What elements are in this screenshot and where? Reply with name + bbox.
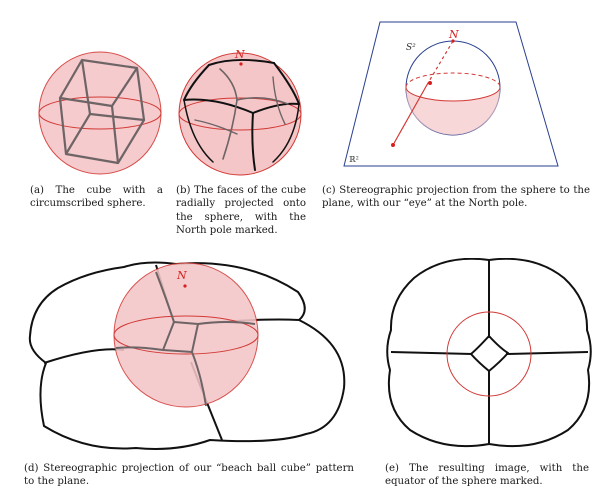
figure-a-cube-in-sphere	[30, 48, 170, 178]
caption-b: (b) The faces of the cube radially projected onto the sphere, with the North pole marked.	[176, 185, 306, 237]
plane-point	[391, 143, 395, 147]
sphere-label: S²	[406, 43, 416, 53]
sphere-lower-fill	[406, 87, 500, 135]
plane-label: ℝ²	[349, 155, 359, 164]
caption-c: (c) Stereographic projection from the sphere to the plane, with our “eye” at the North pole.	[322, 185, 590, 210]
sphere	[179, 53, 301, 175]
figure-c-stereographic-setup	[340, 20, 570, 170]
figure-e-resulting-image	[384, 258, 594, 450]
caption-a: (a) The cube with a circumscribed sphere.	[30, 185, 163, 210]
figure-b-projected-faces	[175, 44, 305, 180]
sphere-point	[428, 81, 432, 85]
north-pole-point	[239, 62, 242, 65]
equator-back	[406, 73, 500, 87]
planar-pattern	[387, 259, 591, 446]
caption-e: (e) The resulting image, with the equator of the sphere marked.	[385, 463, 589, 488]
north-pole-label: N	[449, 28, 459, 41]
north-pole-label: N	[177, 269, 187, 282]
projection-plane	[344, 22, 558, 166]
north-pole-label: N	[235, 48, 245, 61]
sphere	[114, 263, 258, 407]
north-pole-point	[183, 284, 186, 287]
caption-d: (d) Stereographic projection of our “beach ball cube” pattern to the plane.	[24, 463, 354, 488]
projection-ray-hidden	[428, 41, 453, 83]
figure-d-beach-ball-projection	[26, 258, 356, 456]
